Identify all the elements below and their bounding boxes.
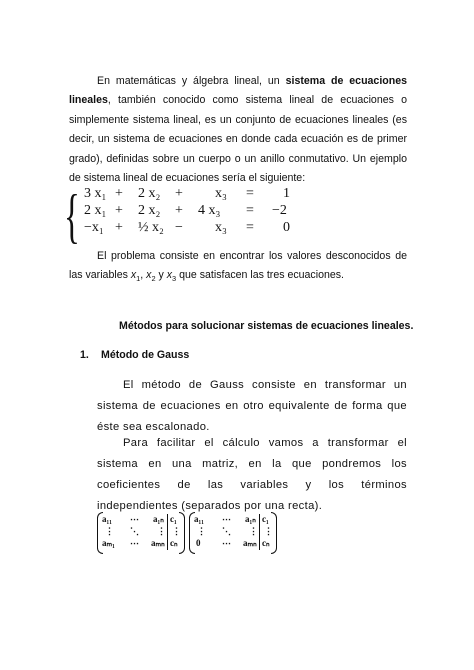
variable-x3: x bbox=[166, 269, 173, 282]
variable-x3-subscript: 3 bbox=[172, 274, 177, 284]
cell-hdots: ⋯ bbox=[222, 514, 231, 524]
cell-hdots: ⋯ bbox=[130, 514, 139, 524]
equation-row-3 bbox=[0, 220, 474, 238]
cell-cn: cₙ bbox=[262, 538, 270, 548]
equation-row-2 bbox=[0, 203, 474, 221]
cell-a11: a₁₁ bbox=[102, 514, 112, 524]
eq1-rhs: 1 bbox=[283, 186, 290, 201]
cell-c1: c₁ bbox=[262, 514, 269, 524]
eq2-op1: + bbox=[115, 203, 123, 218]
cell-vdots-3: ⋮ bbox=[264, 526, 273, 536]
intro-text-before: En matemáticas y álgebra lineal, un bbox=[97, 75, 286, 87]
cell-c1: c₁ bbox=[170, 514, 177, 524]
eq1-op1: + bbox=[115, 186, 123, 201]
eq1-term1: 3 x₁ bbox=[84, 186, 107, 201]
variable-x1-subscript: 1 bbox=[136, 274, 141, 284]
system-brace: { bbox=[64, 183, 80, 249]
variable-x2: x bbox=[146, 269, 152, 282]
gauss-paragraph-2: Para facilitar el cálculo vamos a transformar el sistema en una matriz, en la que pondremos los coeficientes de las variables y los términos independientes (separados por una recta). bbox=[97, 437, 407, 512]
cell-amn: aₘₙ bbox=[243, 538, 257, 548]
intro-paragraph bbox=[69, 72, 407, 188]
eq3-equals: = bbox=[246, 220, 254, 235]
variable-x1: x bbox=[130, 269, 137, 282]
cell-a11: a₁₁ bbox=[194, 514, 204, 524]
cell-vdots-2: ⋮ bbox=[157, 526, 166, 536]
cell-cn: cₙ bbox=[170, 538, 178, 548]
cell-amn: aₘₙ bbox=[151, 538, 165, 548]
problem-paragraph bbox=[69, 247, 407, 289]
equation-row-1 bbox=[0, 186, 474, 204]
eq1-op2: + bbox=[175, 186, 183, 201]
cell-hdots-2: ⋯ bbox=[130, 538, 139, 548]
variable-x2-subscript: 2 bbox=[151, 274, 156, 284]
matrix-separator bbox=[167, 514, 168, 550]
eq1-term3: x₃ bbox=[215, 186, 227, 201]
gauss-paragraph-1: El método de Gauss consiste en transformar un sistema de ecuaciones en otro equivalente de forma que éste sea escalonado. bbox=[97, 379, 407, 433]
augmented-matrix-echelon bbox=[189, 512, 277, 552]
cell-vdots-2: ⋮ bbox=[249, 526, 258, 536]
eq2-equals: = bbox=[246, 203, 254, 218]
cell-vdots-1: ⋮ bbox=[197, 526, 206, 536]
cell-zero: 0 bbox=[196, 538, 201, 548]
intro-text-after: , también conocido como sistema lineal de ecuaciones o simplemente sistema lineal, es un conjunto de ecuaciones lineales (es decir, un sistema de ecuaciones en donde cada ecuación es de primer grado), definidas sobre un cuerpo o un anillo conmutativo. Un ejemplo de sistema lineal de ecuaciones sería el siguiente: bbox=[69, 94, 407, 185]
cell-vdots-3: ⋮ bbox=[172, 526, 181, 536]
intro-bold-term: sistema de ecuaciones lineales bbox=[69, 75, 407, 107]
eq2-rhs: −2 bbox=[272, 203, 287, 218]
eq3-term3: x₃ bbox=[215, 220, 227, 235]
eq2-op2: + bbox=[175, 203, 183, 218]
cell-vdots-1: ⋮ bbox=[105, 526, 114, 536]
cell-hdots-2: ⋯ bbox=[222, 538, 231, 548]
problem-sep-1: , bbox=[140, 269, 147, 282]
cell-ddots: ⋱ bbox=[222, 526, 231, 536]
eq2-term2: 2 x₂ bbox=[138, 203, 161, 218]
problem-text-1: El problema consiste en encontrar los valores desconocidos de las variables bbox=[69, 250, 407, 282]
cell-am1: aₘ₁ bbox=[102, 538, 115, 548]
eq2-term1: 2 x₁ bbox=[84, 203, 107, 218]
section-title: Métodos para solucionar sistemas de ecuaciones lineales. bbox=[119, 320, 414, 332]
eq3-rhs: 0 bbox=[283, 220, 290, 235]
eq3-term2: ½ x₂ bbox=[138, 220, 164, 235]
eq3-op2: − bbox=[175, 220, 183, 235]
eq1-term2: 2 x₂ bbox=[138, 186, 161, 201]
eq3-term1: −x₁ bbox=[84, 220, 104, 235]
matrix-separator bbox=[259, 514, 260, 550]
eq1-equals: = bbox=[246, 186, 254, 201]
cell-a1n: a₁ₙ bbox=[153, 514, 164, 524]
method-number: 1. bbox=[80, 349, 89, 361]
augmented-matrix-original bbox=[97, 512, 185, 552]
eq3-op1: + bbox=[115, 220, 123, 235]
cell-a1n: a₁ₙ bbox=[245, 514, 256, 524]
method-title: Método de Gauss bbox=[101, 349, 190, 361]
problem-sep-2: y bbox=[155, 269, 167, 282]
cell-ddots: ⋱ bbox=[130, 526, 139, 536]
problem-text-2: que satisfacen las tres ecuaciones. bbox=[176, 269, 345, 282]
eq2-term3: 4 x₃ bbox=[198, 203, 221, 218]
